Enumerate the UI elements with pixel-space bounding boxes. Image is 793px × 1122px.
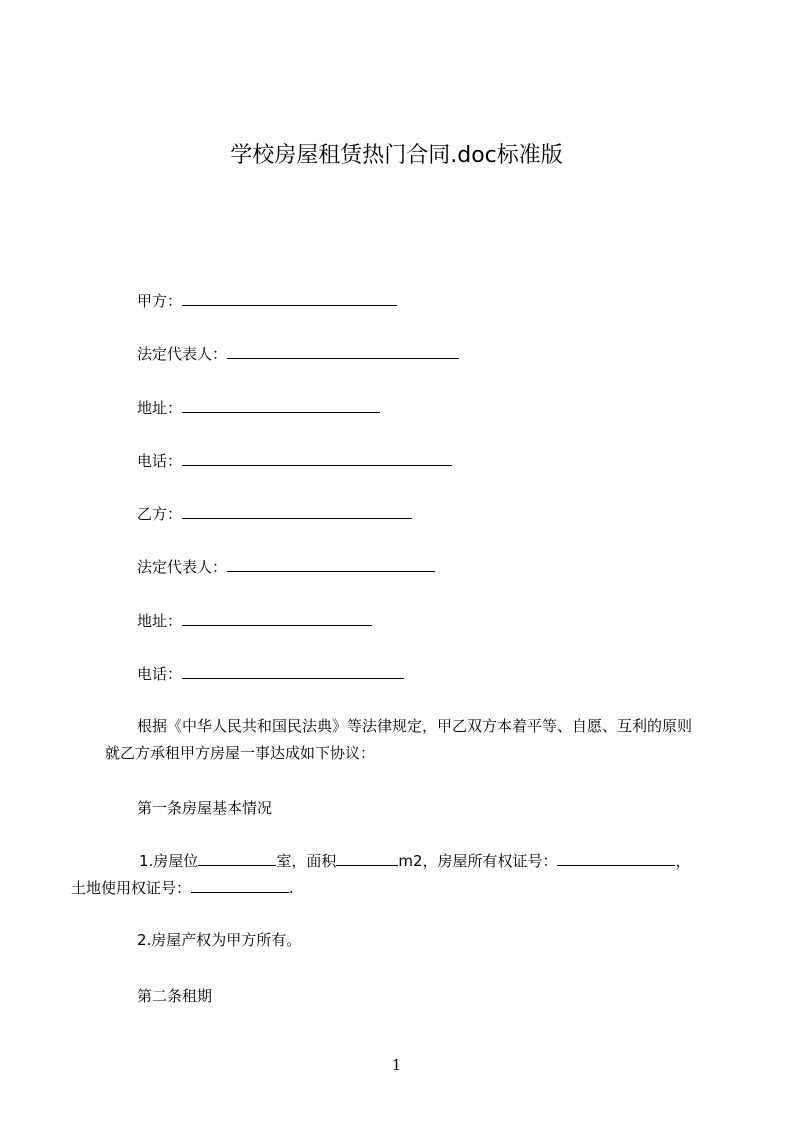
page-number: 1: [391, 1056, 402, 1074]
party-a-blank: [182, 290, 397, 306]
clause-2-paragraph: 2.房屋产权为甲方所有。: [137, 931, 302, 949]
land-use-cert-blank: [191, 877, 289, 893]
clause-1-text-3: m2，房屋所有权证号：: [398, 852, 558, 870]
party-b-rep-label: 法定代表人：: [137, 558, 228, 576]
party-b-rep-blank: [227, 556, 435, 572]
party-b-label: 乙方：: [137, 505, 183, 523]
party-a-phone-blank: [182, 450, 452, 466]
party-a-phone-line: [137, 450, 452, 472]
party-a-address-blank: [182, 397, 380, 413]
clause-1-text-2: 室，面积: [276, 852, 337, 870]
party-a-rep-label: 法定代表人：: [137, 345, 228, 363]
room-blank: [198, 850, 276, 866]
party-b-address-blank: [182, 610, 372, 626]
party-a-phone-label: 电话：: [137, 452, 183, 470]
party-b-phone-label: 电话：: [137, 665, 183, 683]
article-2-heading: 第二条租期: [137, 987, 213, 1005]
party-b-rep-line: [137, 556, 435, 578]
article-1-heading: 第一条房屋基本情况: [137, 799, 273, 817]
party-b-address-line: [137, 610, 372, 632]
intro-paragraph: 根据《中华人民共和国民法典》等法律规定，甲乙双方本着平等、自愿、互利的原则就乙方承租甲方房屋一事达成如下协议：: [105, 717, 693, 762]
party-b-line: [137, 503, 412, 525]
clause-1-text-1: 1.房屋位: [139, 852, 199, 870]
ownership-cert-blank: [557, 850, 675, 866]
clause-1-text-5: 土地使用权证号：: [71, 879, 192, 897]
area-blank: [336, 850, 398, 866]
clause-1-paragraph: [71, 848, 705, 902]
party-a-rep-blank: [227, 343, 459, 359]
clause-1-text-4: ，: [675, 852, 691, 870]
party-b-phone-blank: [182, 663, 404, 679]
party-a-label: 甲方：: [137, 292, 183, 310]
document-title: 学校房屋租赁热门合同.doc标准版: [230, 143, 563, 168]
party-b-blank: [182, 503, 412, 519]
clause-1-text-6: .: [289, 879, 294, 897]
party-b-phone-line: [137, 663, 404, 685]
party-b-address-label: 地址：: [137, 612, 183, 630]
party-a-address-label: 地址：: [137, 399, 183, 417]
party-a-address-line: [137, 397, 380, 419]
party-a-line: [137, 290, 397, 312]
party-a-rep-line: [137, 343, 459, 365]
